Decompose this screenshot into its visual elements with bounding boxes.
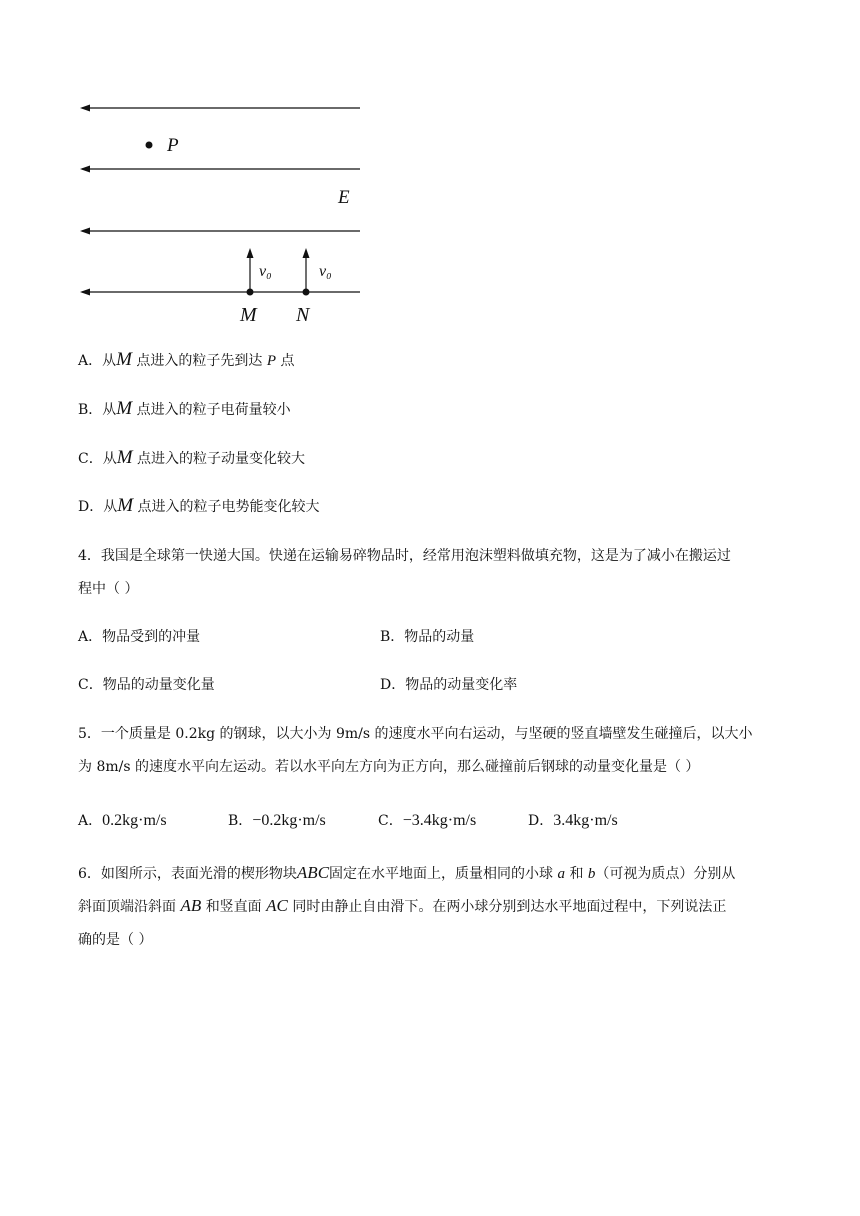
option-text: 点进入的粒子电荷量较小 xyxy=(136,402,291,418)
var-a: a xyxy=(557,866,565,882)
q4-stem-line2: 程中（ ） xyxy=(78,581,139,597)
point-p-dot xyxy=(146,142,153,149)
var-m: M xyxy=(117,495,134,516)
option-value: −3.4kg·m/s xyxy=(402,812,477,829)
option-value: 0.2kg·m/s xyxy=(102,812,167,829)
field-arrow-3 xyxy=(80,228,90,235)
point-n-dot xyxy=(303,289,310,296)
velocity-arrowhead-m xyxy=(247,248,254,258)
text: 和竖直面 xyxy=(205,899,262,915)
velocity-arrowhead-n xyxy=(303,248,310,258)
option-prefix: D．从 xyxy=(78,499,118,515)
option-text: 点进入的粒子动量变化较大 xyxy=(137,451,305,467)
q4-option-d: D．物品的动量变化率 xyxy=(380,677,518,693)
q4-option-a: A．物品受到的冲量 xyxy=(78,629,201,645)
q4-option-c: C．物品的动量变化量 xyxy=(78,677,215,693)
field-e-label: E xyxy=(338,187,350,208)
var-abc: ABC xyxy=(296,863,330,882)
text: 固定在水平地面上，质量相同的小球 xyxy=(329,866,554,882)
option-letter: D． xyxy=(528,813,554,829)
option-prefix: B．从 xyxy=(78,402,117,418)
text: 同时由静止自由滑下。在两小球分别到达水平地面过程中，下列说法正 xyxy=(292,899,727,915)
q6-stem-line2 xyxy=(78,896,726,917)
option-letter: C． xyxy=(378,813,403,829)
var-p: P xyxy=(266,353,277,369)
point-m-label: M xyxy=(240,304,257,326)
option-text: 点 xyxy=(280,353,295,369)
text: （可视为质点）分别从 xyxy=(595,866,736,882)
text: 6．如图所示，表面光滑的楔形物块 xyxy=(78,866,297,882)
field-arrow-1 xyxy=(80,105,90,112)
q5-option-a xyxy=(78,810,167,830)
q4-option-b: B．物品的动量 xyxy=(380,629,475,645)
q3-option-a xyxy=(78,350,294,371)
q5-stem-line1: 5．一个质量是 0.2kg 的钢球，以大小为 9m/s 的速度水平向右运动，与坚硬的竖直墙壁发生碰撞后，以大小 xyxy=(78,726,753,742)
point-p-label: P xyxy=(167,135,179,156)
option-text: 点进入的粒子先到达 xyxy=(136,353,263,369)
option-prefix: A．从 xyxy=(78,353,117,369)
option-letter: A． xyxy=(78,813,103,829)
var-m: M xyxy=(116,349,132,370)
q5-option-c xyxy=(378,810,476,830)
field-arrow-4 xyxy=(80,289,90,296)
point-m-dot xyxy=(247,289,254,296)
var-m: M xyxy=(116,398,133,419)
field-arrow-2 xyxy=(80,166,90,173)
q3-option-b xyxy=(78,399,291,420)
option-value: −0.2kg·m/s xyxy=(252,812,326,829)
option-text: 点进入的粒子电势能变化较大 xyxy=(137,499,320,515)
q3-option-d xyxy=(78,496,320,517)
q5-stem-line2: 为 8m/s 的速度水平向左运动。若以水平向左方向为正方向，那么碰撞前后钢球的动量变化量是（ ） xyxy=(78,759,700,775)
option-letter: B． xyxy=(228,813,253,829)
electric-field-figure xyxy=(70,90,370,330)
var-b: b xyxy=(587,866,596,882)
q6-stem-line1 xyxy=(78,863,735,884)
q5-option-b xyxy=(228,810,326,830)
var-ac: AC xyxy=(266,896,288,915)
var-m: M xyxy=(116,447,133,468)
velocity-label-n: v₀ xyxy=(319,263,332,280)
var-ab: AB xyxy=(180,896,202,915)
option-prefix: C．从 xyxy=(78,451,117,467)
text: 和 xyxy=(569,866,584,882)
q3-option-c xyxy=(78,448,305,469)
velocity-label-m: v₀ xyxy=(259,263,272,280)
option-value: 3.4kg·m/s xyxy=(553,812,618,829)
q5-option-d xyxy=(528,810,618,830)
text: 斜面顶端沿斜面 xyxy=(78,899,176,915)
point-n-label: N xyxy=(296,304,310,326)
q6-stem-line3: 确的是（ ） xyxy=(78,932,153,948)
q4-stem-line1: 4．我国是全球第一快递大国。快递在运输易碎物品时，经常用泡沫塑料做填充物，这是为了减小在搬运过 xyxy=(78,548,731,564)
